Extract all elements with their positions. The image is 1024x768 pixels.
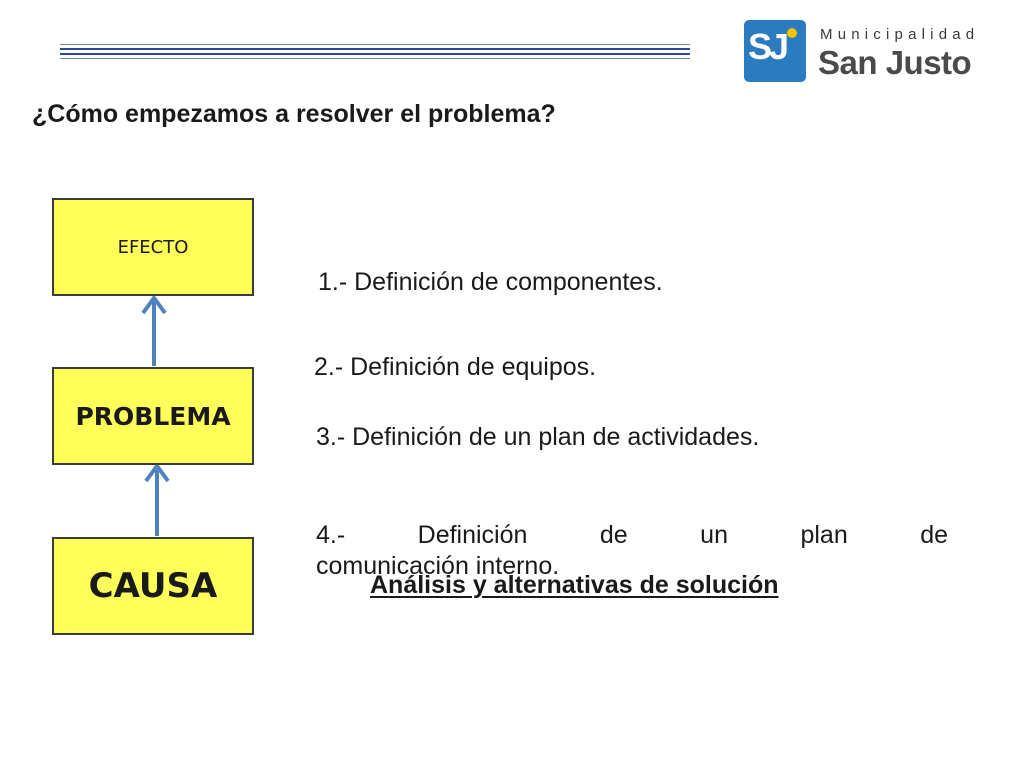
- section-subtitle: Análisis y alternativas de solución: [370, 571, 779, 599]
- cause-box: CAUSA: [52, 537, 254, 635]
- logo-badge-text: SJ: [748, 26, 787, 67]
- arrow-problem-to-effect: [143, 298, 165, 366]
- logo-badge: [744, 20, 806, 82]
- slide-title: ¿Cómo empezamos a resolver el problema?: [32, 100, 556, 128]
- arrow-cause-to-problem: [146, 466, 168, 536]
- step-3: 3.- Definición de un plan de actividades.: [316, 423, 760, 451]
- logo-line1: Municipalidad: [820, 26, 980, 43]
- step-1: 1.- Definición de componentes.: [318, 268, 663, 296]
- logo-dot-icon: [787, 28, 797, 38]
- effect-box: EFECTO: [52, 198, 254, 296]
- step-4-line-1: 4.- Definición de un plan de: [316, 521, 948, 549]
- header-decoration-lines: [60, 44, 690, 62]
- step-4-line-2: comunicación interno.: [316, 552, 560, 580]
- problem-box: PROBLEMA: [52, 367, 254, 465]
- step-2: 2.- Definición de equipos.: [314, 353, 597, 381]
- logo-line2: San Justo: [818, 44, 972, 81]
- municipality-logo: [744, 20, 984, 84]
